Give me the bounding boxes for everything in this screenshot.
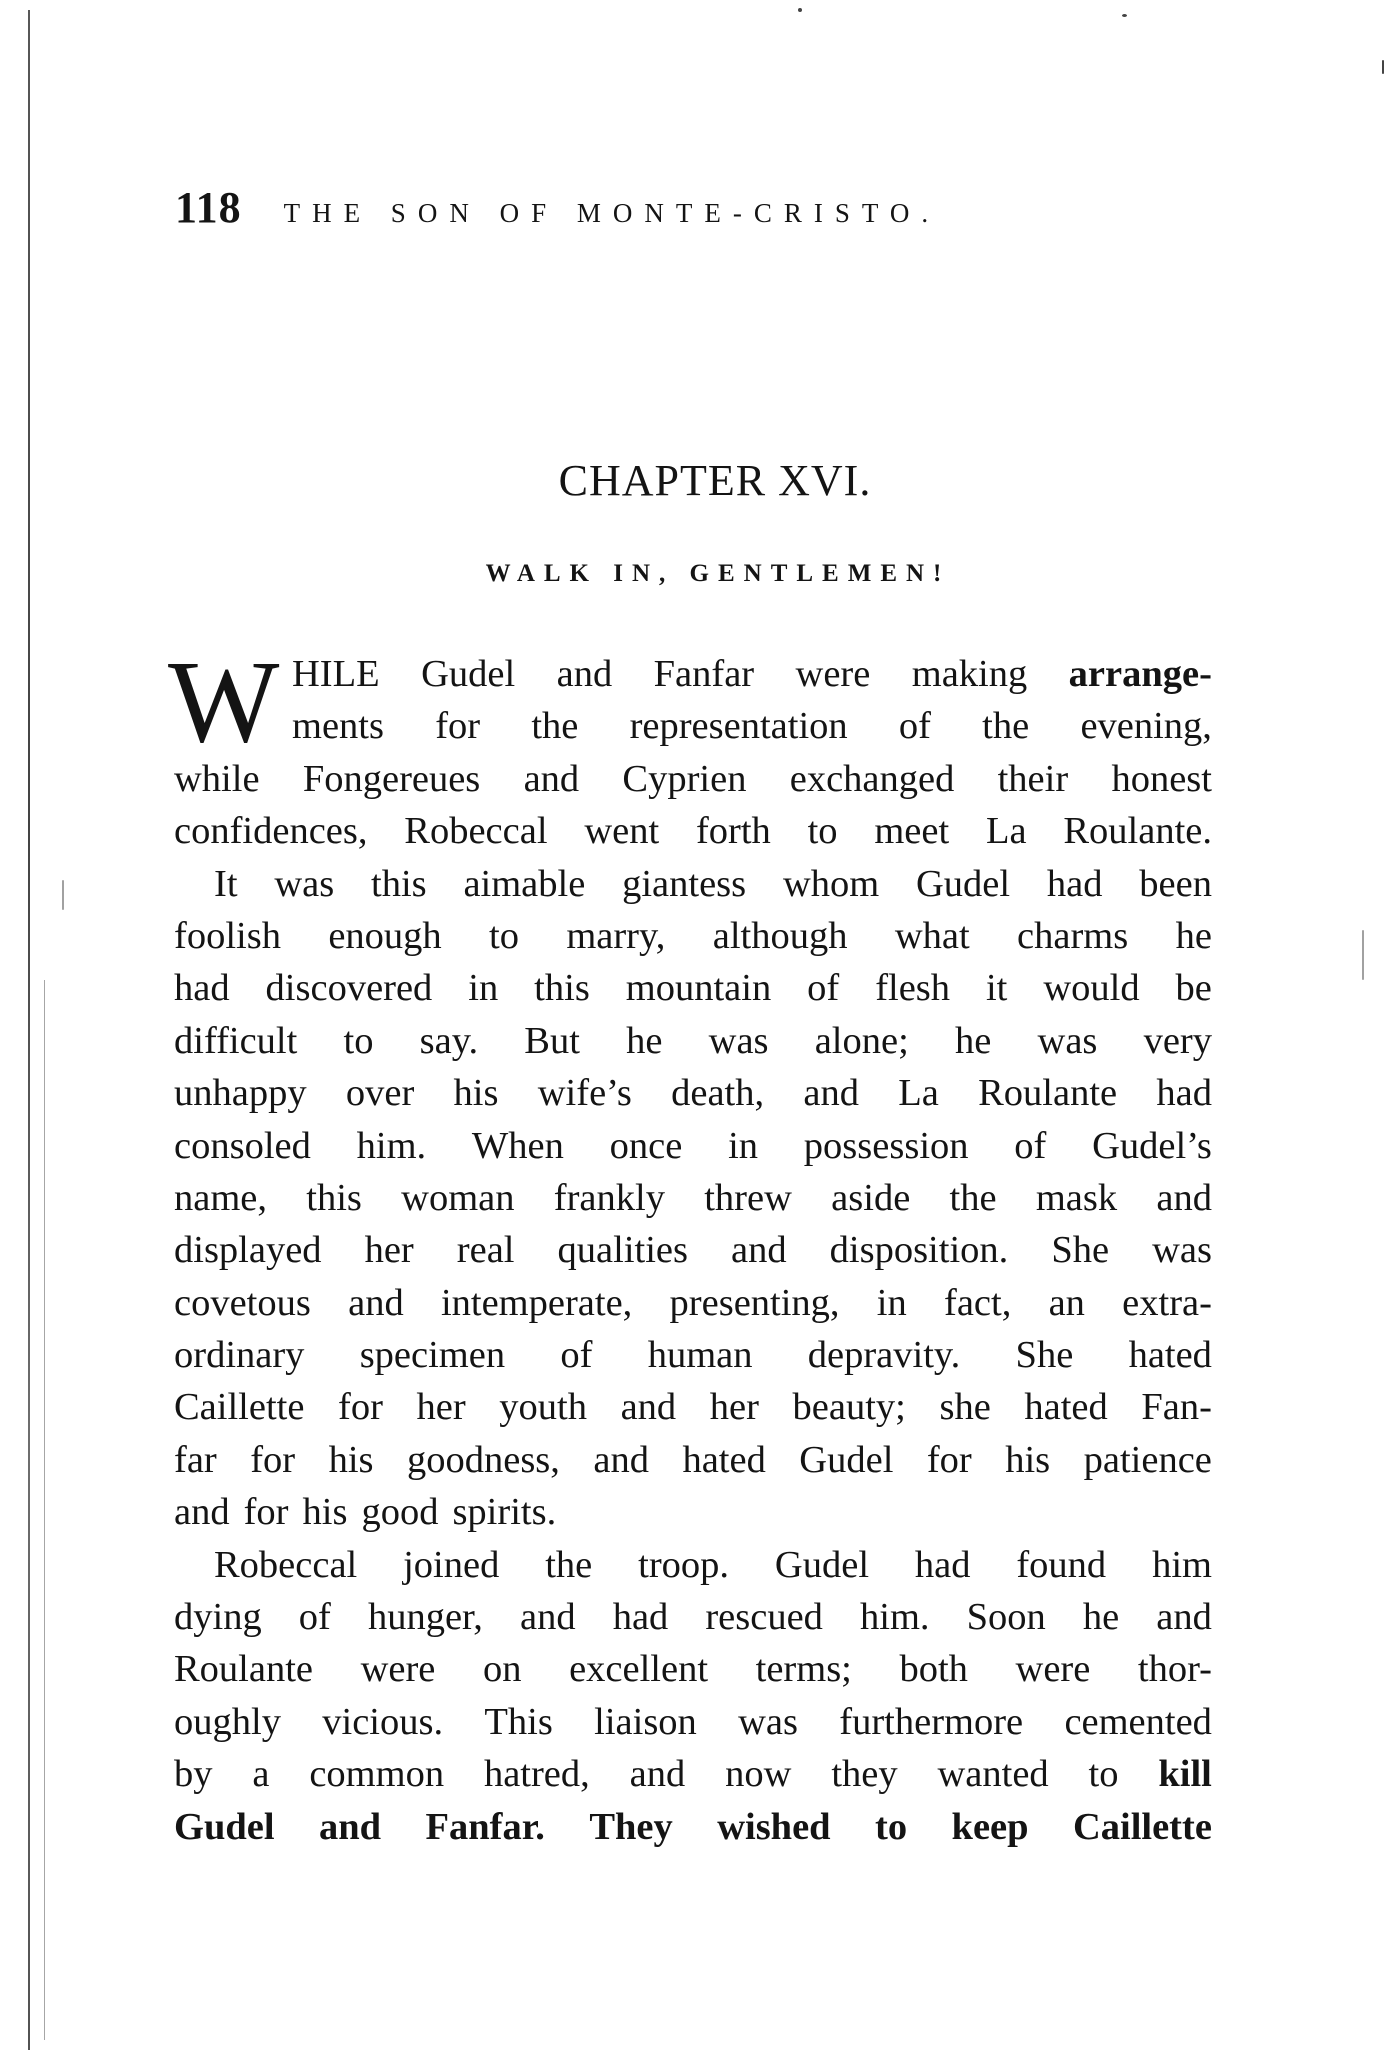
word: patience	[1083, 1438, 1212, 1481]
word: him.	[860, 1596, 930, 1639]
word: now	[725, 1753, 792, 1796]
word: by	[174, 1753, 213, 1796]
word: and	[629, 1753, 686, 1796]
word: was	[708, 1019, 769, 1062]
word: kill	[1158, 1753, 1212, 1796]
word: Roulante	[978, 1072, 1118, 1115]
word: troop.	[638, 1543, 730, 1586]
word: to	[489, 914, 519, 957]
word: his	[328, 1438, 374, 1481]
word: her	[416, 1386, 466, 1429]
word: was	[1037, 1019, 1098, 1062]
word: charms	[1017, 914, 1129, 957]
word: him.	[356, 1124, 427, 1167]
word: her	[364, 1229, 414, 1272]
word: had	[612, 1596, 669, 1639]
word: this	[534, 967, 590, 1010]
word: be	[1175, 967, 1212, 1010]
text-line	[174, 1591, 1212, 1643]
word: and	[556, 653, 613, 695]
word: aside	[831, 1176, 911, 1219]
word: dying	[174, 1596, 262, 1639]
word: the	[531, 705, 579, 748]
text-line	[174, 1224, 1212, 1276]
word: hated	[1024, 1386, 1108, 1429]
word: depravity.	[807, 1334, 961, 1377]
text-line	[174, 910, 1212, 962]
word: Cyprien	[622, 757, 747, 800]
word: They	[589, 1805, 673, 1848]
text-line	[174, 1434, 1212, 1486]
running-head-title: THE SON OF MONTE-CRISTO.	[283, 198, 941, 228]
word: possession	[803, 1124, 969, 1167]
word: on	[483, 1648, 522, 1691]
word: extra-	[1122, 1281, 1212, 1324]
word: terms;	[755, 1648, 852, 1691]
text-line	[174, 1067, 1212, 1119]
text-line	[174, 700, 1212, 752]
word: giantess	[622, 862, 747, 905]
word: difficult	[174, 1019, 298, 1062]
word: specimen	[359, 1334, 506, 1377]
word: he	[626, 1019, 663, 1062]
word: honest	[1111, 757, 1212, 800]
word: his	[302, 1491, 348, 1534]
word: making	[911, 653, 1028, 695]
word: was	[274, 862, 335, 905]
word: wife’s	[537, 1072, 632, 1115]
word: This	[484, 1700, 553, 1743]
drop-cap: W	[168, 636, 280, 767]
word: had	[914, 1543, 971, 1586]
word: Soon	[966, 1596, 1046, 1639]
word: over	[345, 1072, 415, 1115]
word: disposition.	[829, 1229, 1009, 1272]
word: good	[361, 1491, 439, 1534]
word: It	[214, 862, 238, 905]
word: and	[174, 1491, 230, 1534]
chapter-subtitle: WALK IN, GENTLEMEN!	[485, 560, 951, 587]
word: the	[545, 1543, 593, 1586]
text-line	[174, 805, 1212, 857]
word: had	[174, 967, 230, 1010]
word: threw	[704, 1176, 792, 1219]
word: Fongereues	[302, 757, 481, 800]
word: although	[712, 914, 848, 957]
word: and	[803, 1072, 859, 1115]
word: her	[709, 1386, 759, 1429]
word: whom	[782, 862, 880, 905]
word: joined	[403, 1543, 500, 1586]
word: mask	[1035, 1176, 1118, 1219]
word: wished	[717, 1805, 831, 1848]
text-line	[174, 1015, 1212, 1067]
word: representation	[629, 705, 848, 748]
word: this	[306, 1176, 362, 1219]
word: keep	[951, 1805, 1029, 1848]
word: to	[807, 810, 838, 853]
scan-speck	[1362, 930, 1364, 980]
word: evening,	[1080, 705, 1212, 748]
word: wanted	[937, 1753, 1049, 1796]
running-head	[175, 182, 1225, 242]
word: and	[318, 1805, 382, 1848]
word: of	[298, 1596, 331, 1639]
word: liaison	[594, 1700, 697, 1743]
word: confidences,	[174, 810, 368, 853]
scan-edge-rule-secondary	[44, 980, 45, 2040]
word: to	[1088, 1753, 1119, 1796]
chapter-heading: CHAPTER XVI.	[558, 456, 872, 505]
text-line	[174, 1329, 1212, 1381]
word: fact,	[944, 1281, 1012, 1324]
word: were	[1015, 1648, 1091, 1691]
word: of	[807, 967, 840, 1010]
word: enough	[328, 914, 442, 957]
word: for	[926, 1438, 972, 1481]
word: to	[875, 1805, 908, 1848]
word: in	[876, 1281, 907, 1324]
word: forth	[695, 810, 771, 853]
word: and	[348, 1281, 404, 1324]
word: Roulante.	[1063, 810, 1212, 853]
word: they	[831, 1753, 898, 1796]
word: and	[1156, 1176, 1212, 1219]
word: marry,	[566, 914, 666, 957]
text-line	[174, 1381, 1212, 1433]
word: qualities	[557, 1229, 688, 1272]
text-line	[174, 648, 1212, 700]
text-line	[174, 1643, 1212, 1695]
text-line	[174, 1172, 1212, 1224]
word: foolish	[174, 914, 281, 957]
word: alone;	[814, 1019, 909, 1062]
word: his	[1005, 1438, 1051, 1481]
word: been	[1139, 862, 1212, 905]
word: beauty;	[792, 1386, 906, 1429]
word: Gudel	[915, 862, 1011, 905]
word: in	[728, 1124, 759, 1167]
word: for	[243, 1491, 289, 1534]
word: real	[456, 1229, 515, 1272]
word: woman	[401, 1176, 515, 1219]
word: ordinary	[174, 1334, 305, 1377]
scan-edge-rule	[28, 10, 30, 2050]
word: and	[520, 1596, 576, 1639]
word: she	[939, 1386, 991, 1429]
scan-speck	[798, 8, 802, 12]
text-line	[174, 1120, 1212, 1172]
scan-speck	[62, 880, 64, 910]
word: were	[360, 1648, 436, 1691]
word: rescued	[705, 1596, 823, 1639]
word: Robeccal	[214, 1543, 358, 1586]
body-text	[168, 636, 1212, 1853]
word: and	[593, 1438, 649, 1481]
text-line	[174, 858, 1212, 910]
text-line	[174, 753, 1212, 805]
word: the	[949, 1176, 997, 1219]
word: She	[1051, 1229, 1110, 1272]
word: Fan-	[1141, 1386, 1212, 1429]
word: discovered	[265, 967, 433, 1010]
word: his	[453, 1072, 499, 1115]
word: excellent	[569, 1648, 709, 1691]
text-line	[174, 1696, 1212, 1748]
word: Gudel	[774, 1543, 870, 1586]
word: Gudel’s	[1092, 1124, 1212, 1167]
word: while	[174, 757, 260, 800]
word: Robeccal	[404, 810, 548, 853]
word: were	[795, 653, 871, 695]
word: hated	[682, 1438, 766, 1481]
word: and	[523, 757, 580, 800]
word: ments	[292, 705, 384, 748]
word: hunger,	[367, 1596, 483, 1639]
word: him	[1152, 1543, 1212, 1586]
word: human	[647, 1334, 753, 1377]
word: had	[1046, 862, 1103, 905]
word: of	[560, 1334, 593, 1377]
word: went	[584, 810, 660, 853]
word: hated	[1128, 1334, 1212, 1377]
word: he	[954, 1019, 992, 1062]
word: was	[1152, 1229, 1212, 1272]
text-line	[174, 962, 1212, 1014]
word: Fanfar.	[425, 1805, 545, 1848]
text-line	[174, 1801, 1212, 1853]
word: La	[898, 1072, 939, 1115]
word: to	[343, 1019, 374, 1062]
word: a	[252, 1753, 270, 1796]
word: for	[435, 705, 481, 748]
word: She	[1015, 1334, 1074, 1377]
word: death,	[671, 1072, 765, 1115]
word: meet	[874, 810, 950, 853]
word: Caillette	[174, 1386, 305, 1429]
text-line	[174, 1277, 1212, 1329]
word: far	[174, 1438, 217, 1481]
word: vicious.	[322, 1700, 444, 1743]
word: cemented	[1064, 1700, 1212, 1743]
word: very	[1143, 1019, 1212, 1062]
word: their	[997, 757, 1069, 800]
word: he	[1082, 1596, 1120, 1639]
text-line	[174, 1486, 1212, 1538]
word: found	[1016, 1543, 1107, 1586]
word: frankly	[553, 1176, 665, 1219]
word: say.	[419, 1019, 479, 1062]
word: But	[524, 1019, 580, 1062]
scan-speck	[1382, 60, 1384, 74]
page-number: 118	[175, 183, 242, 232]
word: of	[1014, 1124, 1047, 1167]
word: spirits.	[452, 1491, 557, 1534]
word: was	[738, 1700, 798, 1743]
word: had	[1156, 1072, 1212, 1115]
word: Caillette	[1072, 1805, 1212, 1848]
word: for	[338, 1386, 383, 1429]
word: what	[894, 914, 970, 957]
text-line	[174, 1748, 1212, 1800]
word: both	[899, 1648, 968, 1691]
scan-speck	[1122, 14, 1127, 17]
word: name,	[174, 1176, 267, 1219]
word: HILE	[292, 653, 380, 695]
word: he	[1175, 914, 1212, 957]
word: oughly	[174, 1700, 281, 1743]
word: an	[1048, 1281, 1085, 1324]
word: mountain	[625, 967, 772, 1010]
word: of	[898, 705, 931, 748]
word: displayed	[174, 1229, 322, 1272]
word: When	[471, 1124, 564, 1167]
word: arrange-	[1068, 653, 1212, 695]
word: for	[250, 1438, 296, 1481]
word: Roulante	[174, 1648, 313, 1691]
word: thor-	[1137, 1648, 1212, 1691]
word: this	[371, 862, 427, 905]
word: Fanfar	[653, 653, 755, 695]
word: exchanged	[789, 757, 955, 800]
word: in	[468, 967, 499, 1010]
word: consoled	[174, 1124, 311, 1167]
word: presenting,	[669, 1281, 840, 1324]
word: the	[982, 705, 1030, 748]
word: Gudel	[174, 1805, 275, 1848]
word: and	[1156, 1596, 1212, 1639]
word: common	[309, 1753, 445, 1796]
word: covetous	[174, 1281, 311, 1324]
word: and	[731, 1229, 787, 1272]
word: flesh	[875, 967, 951, 1010]
word: furthermore	[839, 1700, 1024, 1743]
word: goodness,	[406, 1438, 560, 1481]
word: unhappy	[174, 1072, 307, 1115]
word: and	[620, 1386, 677, 1429]
word: La	[985, 810, 1027, 853]
word: once	[609, 1124, 683, 1167]
word: it	[985, 967, 1008, 1010]
word: aimable	[463, 862, 586, 905]
word: hatred,	[483, 1753, 590, 1796]
word: Gudel	[799, 1438, 894, 1481]
text-line	[174, 1539, 1212, 1591]
word: Gudel	[421, 653, 516, 695]
word: intemperate,	[440, 1281, 633, 1324]
word: would	[1043, 967, 1140, 1010]
word: youth	[499, 1386, 587, 1429]
